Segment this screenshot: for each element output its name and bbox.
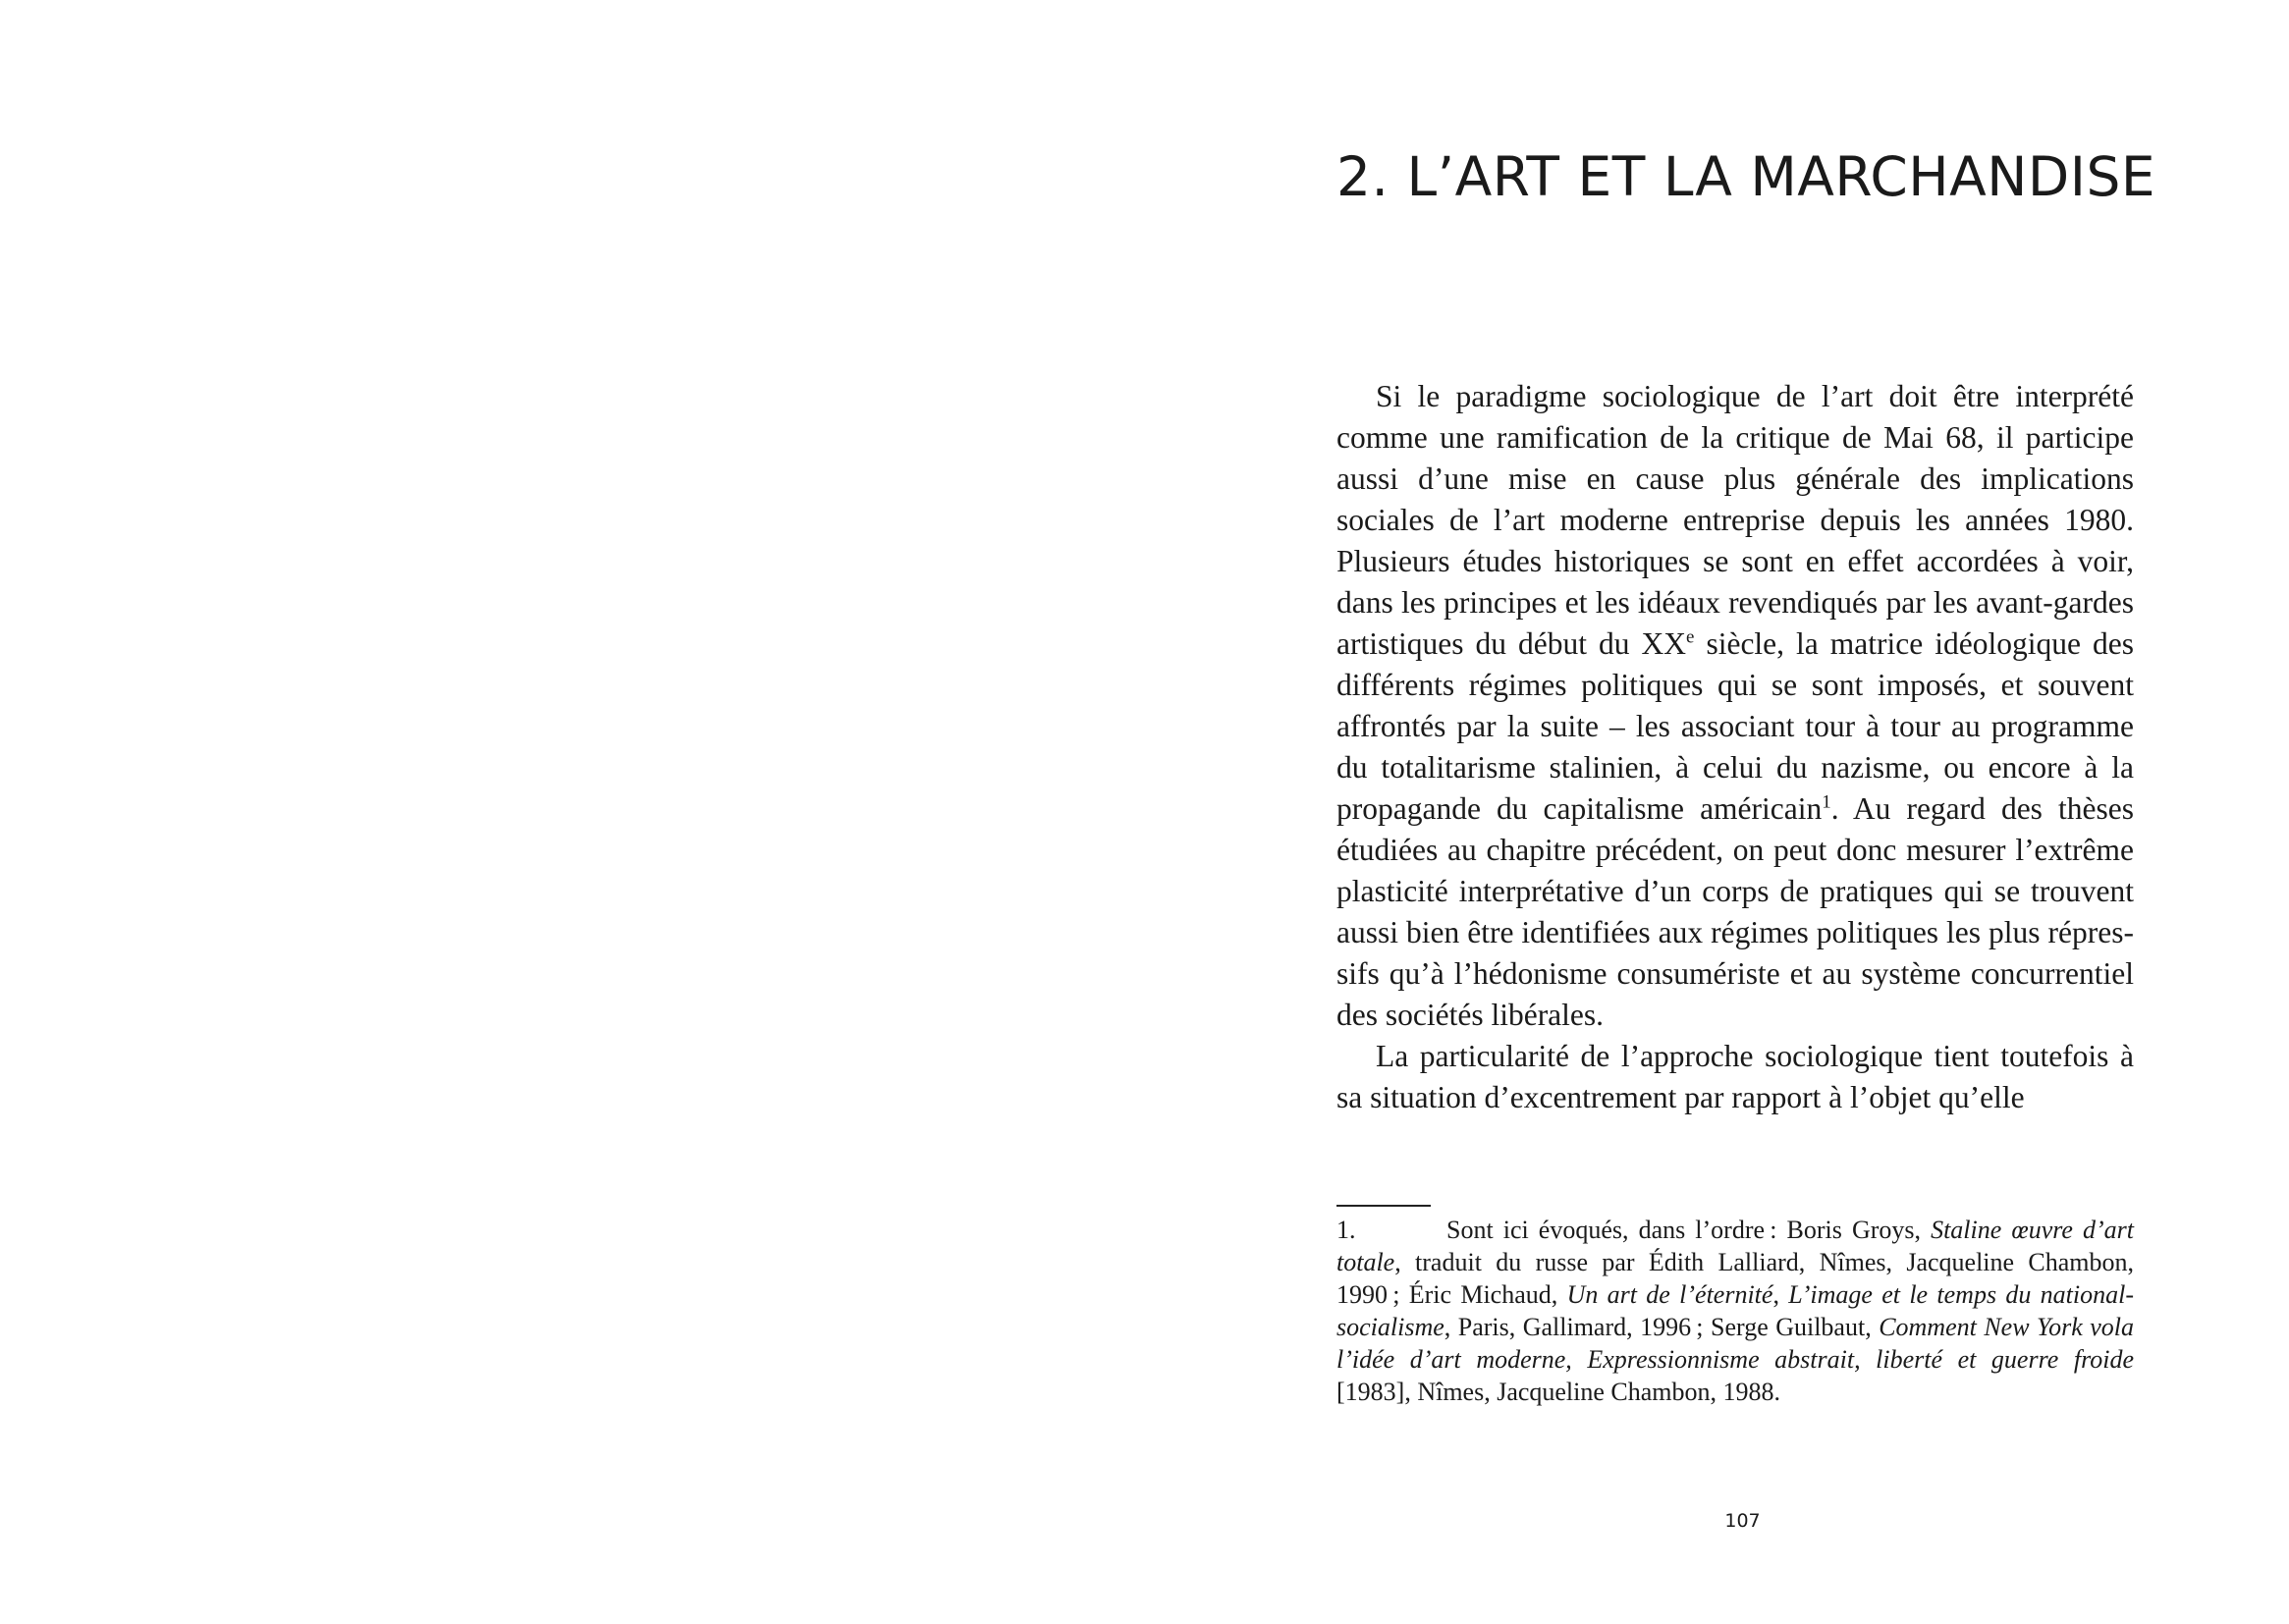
- footnote-reference[interactable]: 1: [1822, 791, 1831, 813]
- footnote-text-1: Sont ici évoqués, dans l’ordre : Boris Groys,: [1446, 1216, 1932, 1244]
- left-page-blank: [0, 0, 1144, 1624]
- paragraph-2: La particularité de l’approche sociologique tient toutefois à sa situation d’excentrement par rapport à l’objet qu’elle: [1336, 1039, 2134, 1114]
- paragraph-1-text-a: Si le paradigme sociologique de l’art doit être interprété comme une ramification de la critique de Mai 68, il participe aussi d’une mise en cause plus générale des implications sociales de l’art moderne entreprise depuis les années 1980. Plusieurs études historiques se sont en effet accordées à voir, dans les principes et les idéaux revendiqués par les avant-gardes artistiques du début du XX: [1336, 379, 2134, 661]
- footnote-title-2: Un art de l’éternité: [1566, 1280, 1773, 1309]
- footnote-text-5: [1983], Nîmes, Jacqueline Chambon, 1988.: [1336, 1378, 1781, 1406]
- footnote-number: 1.: [1336, 1216, 1356, 1244]
- footnote-title-3: L’image et le temps du national-socialisme: [1336, 1280, 2135, 1341]
- footnote-title-1: Staline œuvre d’art totale: [1336, 1216, 2134, 1276]
- footnote-text-4: , Paris, Gallimard, 1996 ; Serge Guilbaut,: [1444, 1313, 1880, 1341]
- paragraph-1-text-b: siècle, la matrice idéologique des différents régimes politiques qui se sont imposés, et souvent affrontés par la suite – les associant tour à tour au programme du totalitarisme stalinien, à celui du nazisme, ou encore à la propagande du capitalisme américain: [1336, 626, 2134, 826]
- footnote-text-3: ,: [1772, 1280, 1789, 1309]
- body-text: [1336, 376, 2134, 1118]
- right-page: [1145, 0, 2289, 1624]
- paragraph-1: [1336, 376, 2134, 1036]
- page-number: 107: [1724, 1510, 1761, 1532]
- paragraph-1-text-c: . Au regard des thèses étudiées au chapitre précédent, on peut donc mesurer l’extrême plasticité interprétative d’un corps de pratiques qui se trouvent aussi bien être identifiées aux régimes politiques les plus répressifs qu’à l’hédonisme consumériste et au système concurrentiel des sociétés libérales.: [1336, 791, 2134, 1032]
- chapter-title: 2. L’ART ET LA MARCHANDISE: [1336, 145, 2156, 208]
- footnote-divider: [1336, 1205, 1431, 1207]
- century-superscript: e: [1686, 626, 1695, 648]
- footnote-1: [1336, 1214, 2134, 1408]
- footnote-text-2: , traduit du russe par Édith Lalliard, Nîmes, Jacqueline Chambon, 1990 ; Éric Michaud,: [1336, 1248, 2134, 1309]
- footnote-title-4: Comment New York vola l’idée d’art moderne, Expressionnisme abstrait, liberté et guerre froide: [1336, 1313, 2134, 1374]
